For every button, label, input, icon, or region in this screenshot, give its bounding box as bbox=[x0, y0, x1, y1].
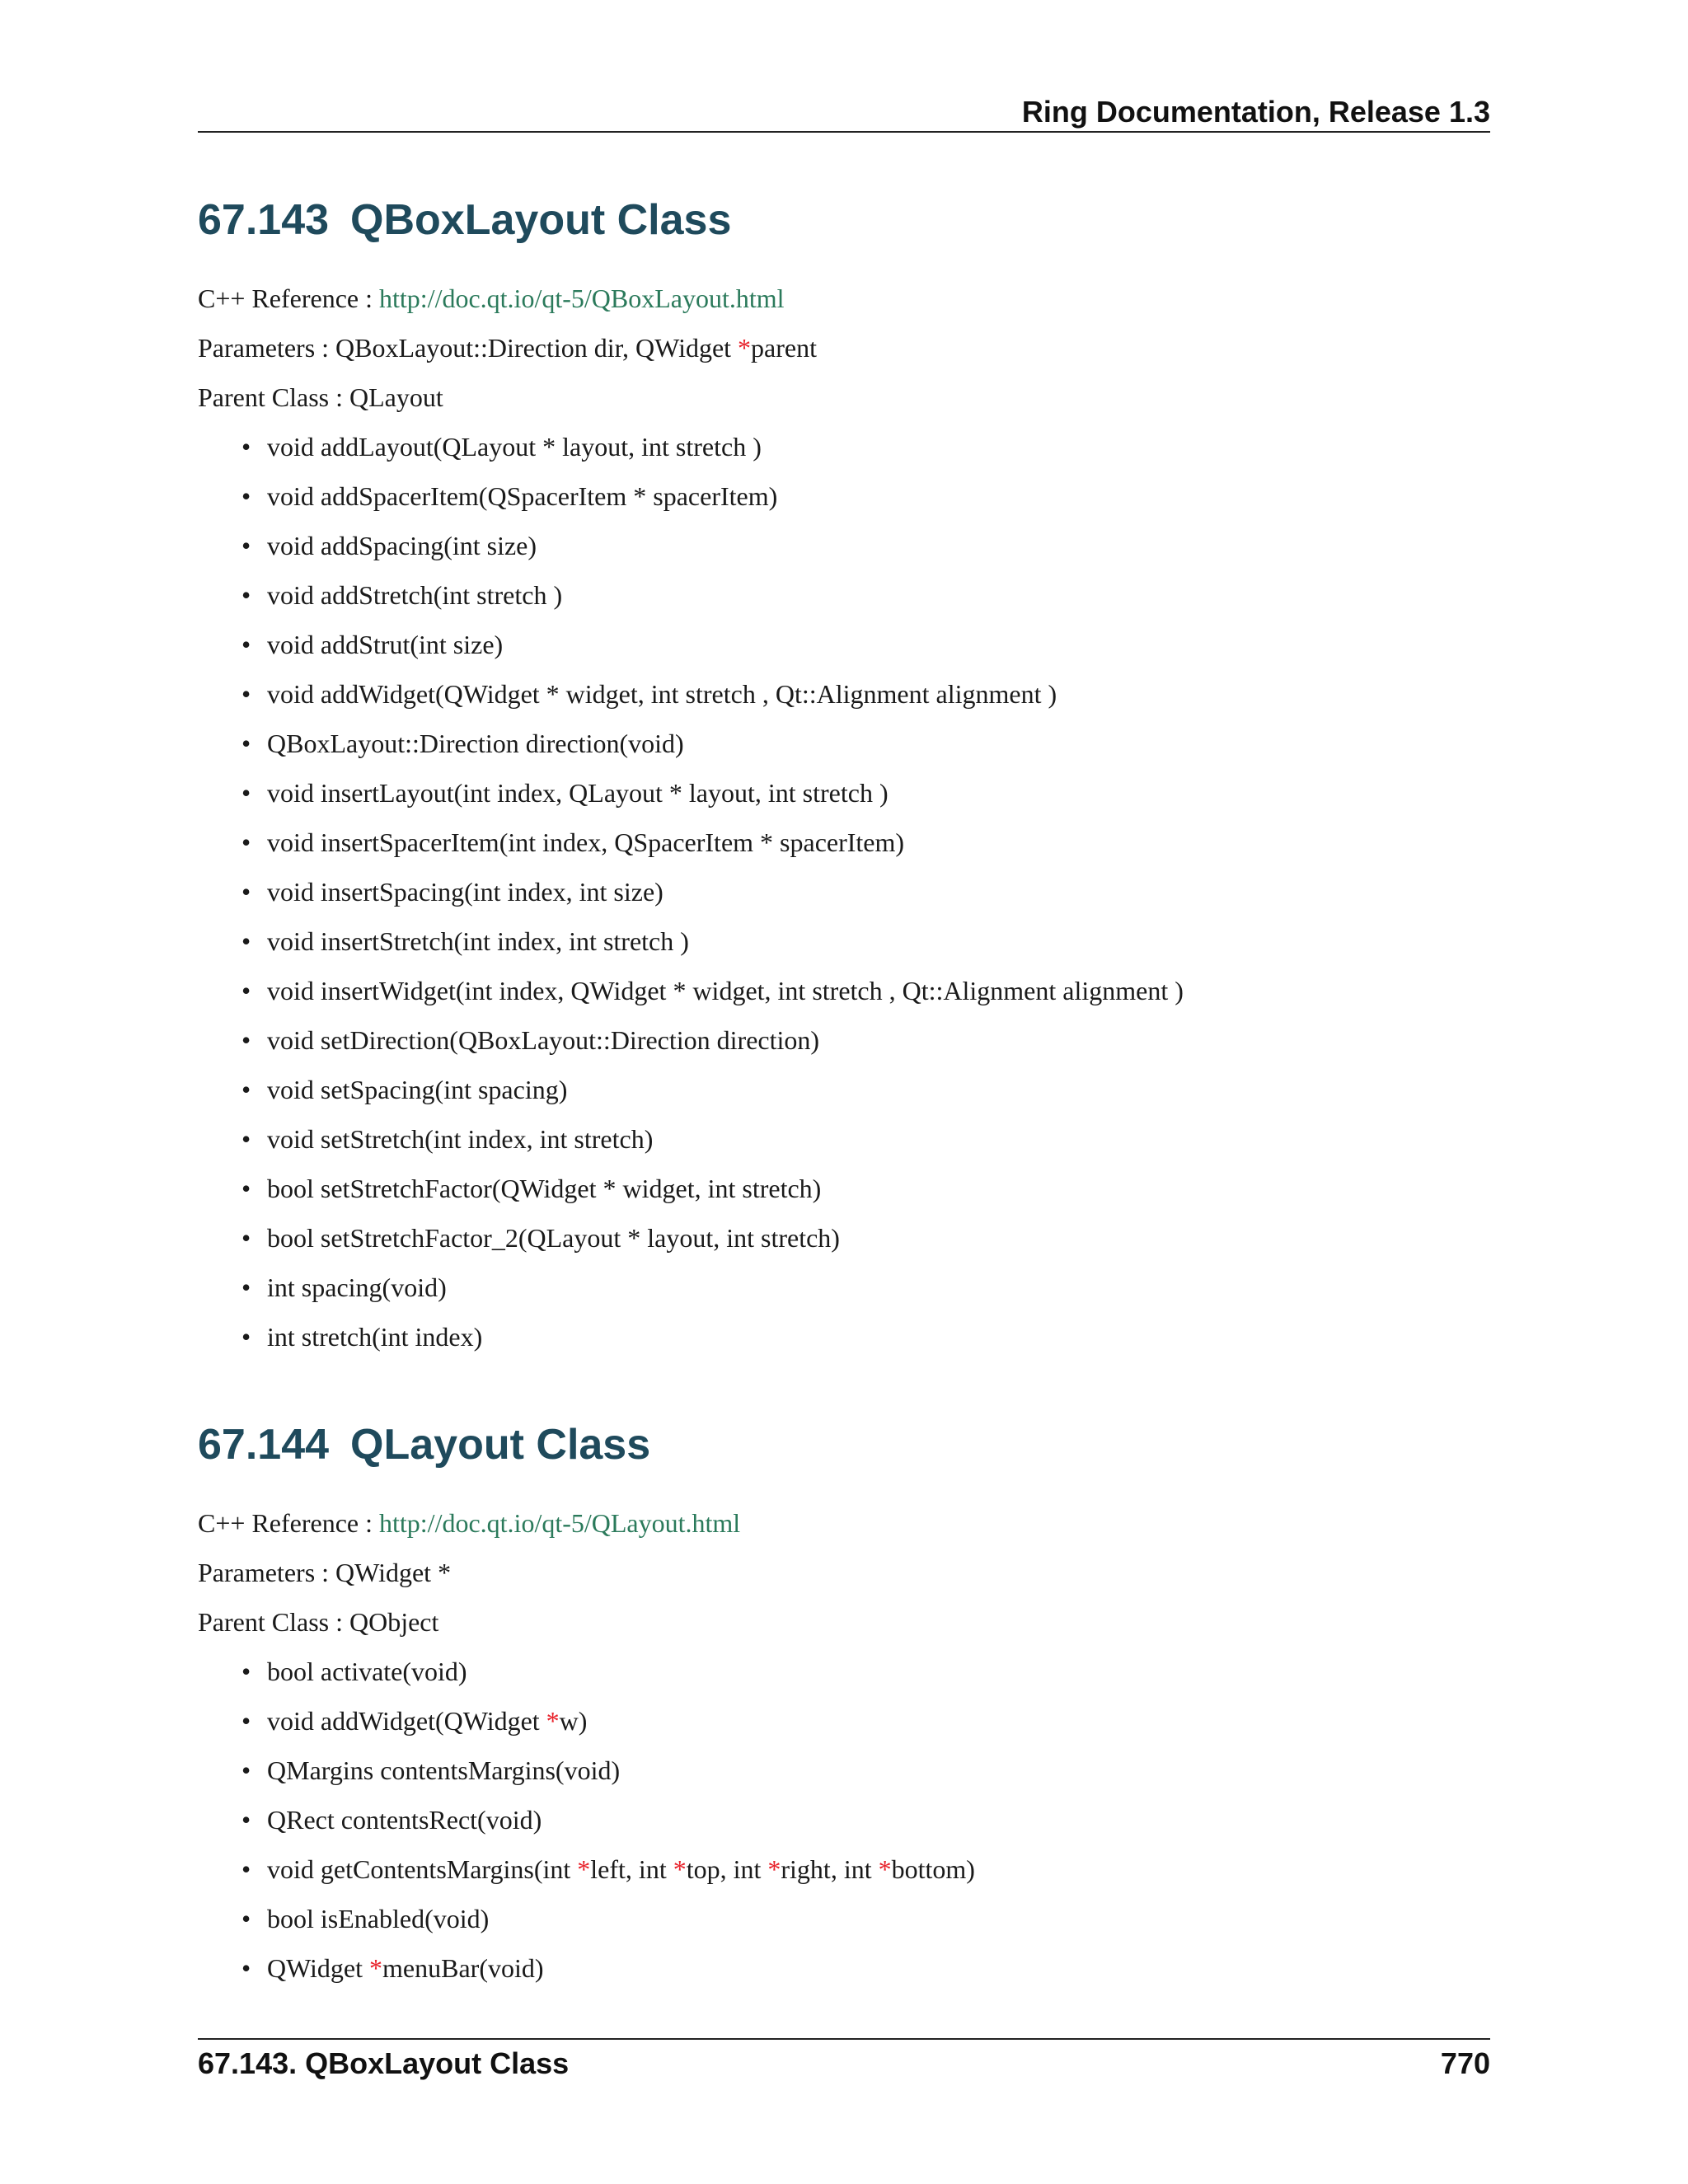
method-signature: void insertWidget(int index, QWidget * widget, int stretch , Qt::Alignment alignment ) bbox=[267, 976, 1184, 1005]
method-signature: bool activate(void) bbox=[267, 1657, 467, 1686]
parent-class bbox=[198, 373, 1490, 422]
method-signature: QMargins contentsMargins(void) bbox=[267, 1755, 621, 1785]
method-signature: bool isEnabled(void) bbox=[267, 1904, 490, 1933]
bullet-icon: • bbox=[241, 1805, 251, 1835]
method-item bbox=[198, 768, 1490, 818]
parent-class-label: Parent Class : bbox=[198, 1607, 349, 1637]
method-item bbox=[198, 867, 1490, 916]
cpp-reference-label: C++ Reference : bbox=[198, 284, 379, 313]
bullet-icon: • bbox=[241, 1953, 251, 1983]
method-signature: QWidget *menuBar(void) bbox=[267, 1953, 544, 1983]
method-signature: QBoxLayout::Direction direction(void) bbox=[267, 729, 684, 758]
pointer-star: * bbox=[369, 1953, 383, 1983]
section-number: 67.143 bbox=[198, 196, 330, 244]
parameters-label: Parameters : bbox=[198, 333, 336, 363]
bullet-icon: • bbox=[241, 976, 251, 1005]
bullet-icon: • bbox=[241, 630, 251, 659]
method-item bbox=[198, 471, 1490, 521]
bullet-icon: • bbox=[241, 531, 251, 560]
method-signature: void addStretch(int stretch ) bbox=[267, 580, 563, 610]
page-number: 770 bbox=[1440, 2046, 1490, 2080]
cpp-reference bbox=[198, 274, 1490, 323]
running-header: Ring Documentation, Release 1.3 bbox=[1021, 95, 1490, 129]
bullet-icon: • bbox=[241, 877, 251, 907]
running-footer bbox=[198, 2044, 1490, 2083]
cpp-reference-link[interactable]: http://doc.qt.io/qt-5/QBoxLayout.html bbox=[379, 284, 785, 313]
bullet-icon: • bbox=[241, 1706, 251, 1736]
bullet-icon: • bbox=[241, 679, 251, 709]
method-signature: bool setStretchFactor_2(QLayout * layout, int stretch) bbox=[267, 1223, 840, 1253]
method-signature: void setStretch(int index, int stretch) bbox=[267, 1124, 654, 1154]
bullet-icon: • bbox=[241, 580, 251, 610]
parameters bbox=[198, 323, 1490, 373]
header-rule bbox=[198, 131, 1490, 133]
parameters-label: Parameters : bbox=[198, 1558, 336, 1587]
pointer-star: * bbox=[738, 333, 752, 363]
method-item bbox=[198, 1746, 1490, 1795]
method-item bbox=[198, 570, 1490, 620]
parent-class-label: Parent Class : bbox=[198, 382, 349, 412]
method-signature: void insertLayout(int index, QLayout * layout, int stretch ) bbox=[267, 778, 889, 808]
method-signature: void addStrut(int size) bbox=[267, 630, 504, 659]
method-item bbox=[198, 1015, 1490, 1065]
method-item bbox=[198, 620, 1490, 669]
method-list bbox=[198, 1647, 1490, 1993]
method-item bbox=[198, 1844, 1490, 1894]
method-signature: void addLayout(QLayout * layout, int stretch ) bbox=[267, 432, 762, 462]
bullet-icon: • bbox=[241, 1124, 251, 1154]
method-item bbox=[198, 719, 1490, 768]
parameters-value: QWidget * bbox=[335, 1558, 452, 1587]
cpp-reference-label: C++ Reference : bbox=[198, 1508, 379, 1538]
pointer-star: * bbox=[878, 1854, 892, 1884]
cpp-reference bbox=[198, 1498, 1490, 1548]
cpp-reference-link[interactable]: http://doc.qt.io/qt-5/QLayout.html bbox=[379, 1508, 741, 1538]
parent-class bbox=[198, 1597, 1490, 1647]
method-signature: void addSpacerItem(QSpacerItem * spacerItem) bbox=[267, 481, 778, 511]
section-number: 67.144 bbox=[198, 1421, 330, 1469]
parameters bbox=[198, 1548, 1490, 1597]
footer-rule bbox=[198, 2038, 1490, 2040]
method-item bbox=[198, 422, 1490, 471]
method-item bbox=[198, 818, 1490, 867]
bullet-icon: • bbox=[241, 827, 251, 857]
section-heading bbox=[198, 1416, 1490, 1474]
method-list bbox=[198, 422, 1490, 1361]
bullet-icon: • bbox=[241, 926, 251, 956]
method-signature: void addSpacing(int size) bbox=[267, 531, 537, 560]
method-signature: void addWidget(QWidget *w) bbox=[267, 1706, 588, 1736]
bullet-icon: • bbox=[241, 1657, 251, 1686]
method-item bbox=[198, 669, 1490, 719]
method-signature: void setDirection(QBoxLayout::Direction direction) bbox=[267, 1025, 820, 1055]
method-item bbox=[198, 521, 1490, 570]
pointer-star: * bbox=[546, 1706, 560, 1736]
method-item bbox=[198, 966, 1490, 1015]
method-signature: void insertSpacerItem(int index, QSpacerItem * spacerItem) bbox=[267, 827, 905, 857]
bullet-icon: • bbox=[241, 1322, 251, 1352]
method-signature: bool setStretchFactor(QWidget * widget, int stretch) bbox=[267, 1174, 822, 1203]
section-heading bbox=[198, 191, 1490, 249]
bullet-icon: • bbox=[241, 481, 251, 511]
bullet-icon: • bbox=[241, 1223, 251, 1253]
parent-class-value: QLayout bbox=[349, 382, 443, 412]
bullet-icon: • bbox=[241, 1755, 251, 1785]
pointer-star: * bbox=[577, 1854, 591, 1884]
pointer-star: * bbox=[673, 1854, 687, 1884]
method-signature: void insertSpacing(int index, int size) bbox=[267, 877, 663, 907]
method-item bbox=[198, 1213, 1490, 1263]
method-signature: void getContentsMargins(int *left, int *top, int *right, int *bottom) bbox=[267, 1854, 975, 1884]
bullet-icon: • bbox=[241, 1272, 251, 1302]
method-item bbox=[198, 916, 1490, 966]
method-signature: QRect contentsRect(void) bbox=[267, 1805, 542, 1835]
method-item bbox=[198, 1795, 1490, 1844]
method-signature: void insertStretch(int index, int stretch ) bbox=[267, 926, 689, 956]
method-item bbox=[198, 1164, 1490, 1213]
bullet-icon: • bbox=[241, 778, 251, 808]
section-qlayout bbox=[198, 1416, 1490, 1993]
bullet-icon: • bbox=[241, 1025, 251, 1055]
bullet-icon: • bbox=[241, 1075, 251, 1104]
method-signature: int stretch(int index) bbox=[267, 1322, 483, 1352]
bullet-icon: • bbox=[241, 432, 251, 462]
bullet-icon: • bbox=[241, 1174, 251, 1203]
method-item bbox=[198, 1696, 1490, 1746]
method-signature: void setSpacing(int spacing) bbox=[267, 1075, 568, 1104]
footer-section-title: 67.143. QBoxLayout Class bbox=[198, 2046, 570, 2080]
method-item bbox=[198, 1114, 1490, 1164]
bullet-icon: • bbox=[241, 1854, 251, 1884]
bullet-icon: • bbox=[241, 1904, 251, 1933]
parameters-value: QBoxLayout::Direction dir, QWidget *parent bbox=[335, 333, 817, 363]
pointer-star: * bbox=[767, 1854, 781, 1884]
method-item bbox=[198, 1943, 1490, 1993]
method-item bbox=[198, 1065, 1490, 1114]
method-signature: int spacing(void) bbox=[267, 1272, 447, 1302]
section-title: QLayout Class bbox=[350, 1421, 651, 1469]
method-signature: void addWidget(QWidget * widget, int stretch , Qt::Alignment alignment ) bbox=[267, 679, 1057, 709]
method-item bbox=[198, 1647, 1490, 1696]
parent-class-value: QObject bbox=[349, 1607, 439, 1637]
method-item bbox=[198, 1894, 1490, 1943]
bullet-icon: • bbox=[241, 729, 251, 758]
section-title: QBoxLayout Class bbox=[350, 196, 732, 244]
section-qboxlayout bbox=[198, 191, 1490, 1361]
method-item bbox=[198, 1312, 1490, 1361]
method-item bbox=[198, 1263, 1490, 1312]
